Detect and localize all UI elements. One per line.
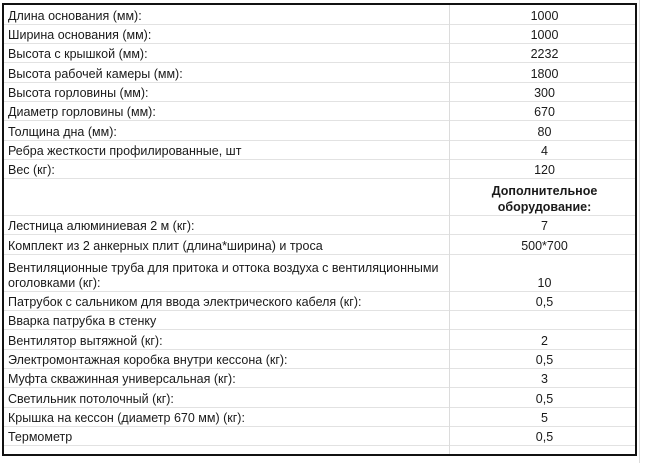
row-label[interactable]: Вентилятор вытяжной (кг): [4, 330, 450, 349]
row-label[interactable]: Светильник потолочный (кг): [4, 388, 450, 407]
table-row [4, 44, 637, 63]
column-divider [449, 5, 450, 454]
row-label[interactable]: Высота рабочей камеры (мм): [4, 63, 450, 82]
row-value[interactable]: 0,5 [450, 349, 637, 368]
row-label[interactable]: Длина основания (мм): [4, 5, 450, 24]
specs-table [4, 5, 637, 446]
row-value[interactable]: 0,5 [450, 291, 637, 310]
row-value[interactable]: 0,5 [450, 388, 637, 407]
table-row [4, 311, 637, 330]
table-row [4, 121, 637, 140]
row-label[interactable]: Термометр [4, 426, 450, 445]
table-row [4, 368, 637, 387]
row-value[interactable]: 0,5 [450, 426, 637, 445]
row-value[interactable] [450, 311, 637, 330]
section-header[interactable]: Дополнительное оборудование: [450, 179, 637, 216]
row-value[interactable]: 500*700 [450, 235, 637, 254]
row-label[interactable]: Электромонтажная коробка внутри кессона (кг): [4, 349, 450, 368]
table-row [4, 101, 637, 120]
row-label[interactable]: Вварка патрубка в стенку [4, 311, 450, 330]
row-label[interactable]: Диаметр горловины (мм): [4, 101, 450, 120]
row-label[interactable]: Вес (кг): [4, 159, 450, 178]
table-row [4, 330, 637, 349]
row-value[interactable]: 1000 [450, 24, 637, 43]
specs-table-frame [2, 3, 637, 456]
table-row [4, 291, 637, 310]
row-label[interactable]: Крышка на кессон (диаметр 670 мм) (кг): [4, 407, 450, 426]
table-row [4, 407, 637, 426]
row-value[interactable]: 80 [450, 121, 637, 140]
column-divider [639, 0, 640, 463]
table-row [4, 216, 637, 235]
row-label[interactable]: Лестница алюминиевая 2 м (кг): [4, 216, 450, 235]
row-label[interactable]: Комплект из 2 анкерных плит (длина*ширина) и троса [4, 235, 450, 254]
table-row [4, 63, 637, 82]
table-row [4, 388, 637, 407]
table-row [4, 5, 637, 24]
table-row [4, 140, 637, 159]
row-value[interactable]: 5 [450, 407, 637, 426]
row-label[interactable]: Вентиляционные труба для притока и оттока воздуха с вентиляционными оголовками (кг): [4, 254, 450, 291]
table-row [4, 254, 637, 291]
table-row [4, 235, 637, 254]
table-row [4, 24, 637, 43]
row-value[interactable]: 1800 [450, 63, 637, 82]
row-label[interactable]: Муфта скважинная универсальная (кг): [4, 368, 450, 387]
row-value[interactable]: 7 [450, 216, 637, 235]
row-value[interactable]: 2 [450, 330, 637, 349]
row-label[interactable] [4, 179, 450, 216]
row-value[interactable]: 3 [450, 368, 637, 387]
table-row [4, 349, 637, 368]
table-row [4, 159, 637, 178]
row-label[interactable]: Толщина дна (мм): [4, 121, 450, 140]
row-value[interactable]: 10 [450, 254, 637, 291]
table-row [4, 82, 637, 101]
row-value[interactable]: 1000 [450, 5, 637, 24]
table-row [4, 426, 637, 445]
row-label[interactable]: Ширина основания (мм): [4, 24, 450, 43]
row-value[interactable]: 120 [450, 159, 637, 178]
row-value[interactable]: 300 [450, 82, 637, 101]
row-label[interactable]: Ребра жесткости профилированные, шт [4, 140, 450, 159]
row-value[interactable]: 670 [450, 101, 637, 120]
section-header-row [4, 179, 637, 216]
row-label[interactable]: Патрубок с сальником для ввода электрического кабеля (кг): [4, 291, 450, 310]
row-label[interactable]: Высота с крышкой (мм): [4, 44, 450, 63]
row-value[interactable]: 4 [450, 140, 637, 159]
row-label[interactable]: Высота горловины (мм): [4, 82, 450, 101]
row-value[interactable]: 2232 [450, 44, 637, 63]
